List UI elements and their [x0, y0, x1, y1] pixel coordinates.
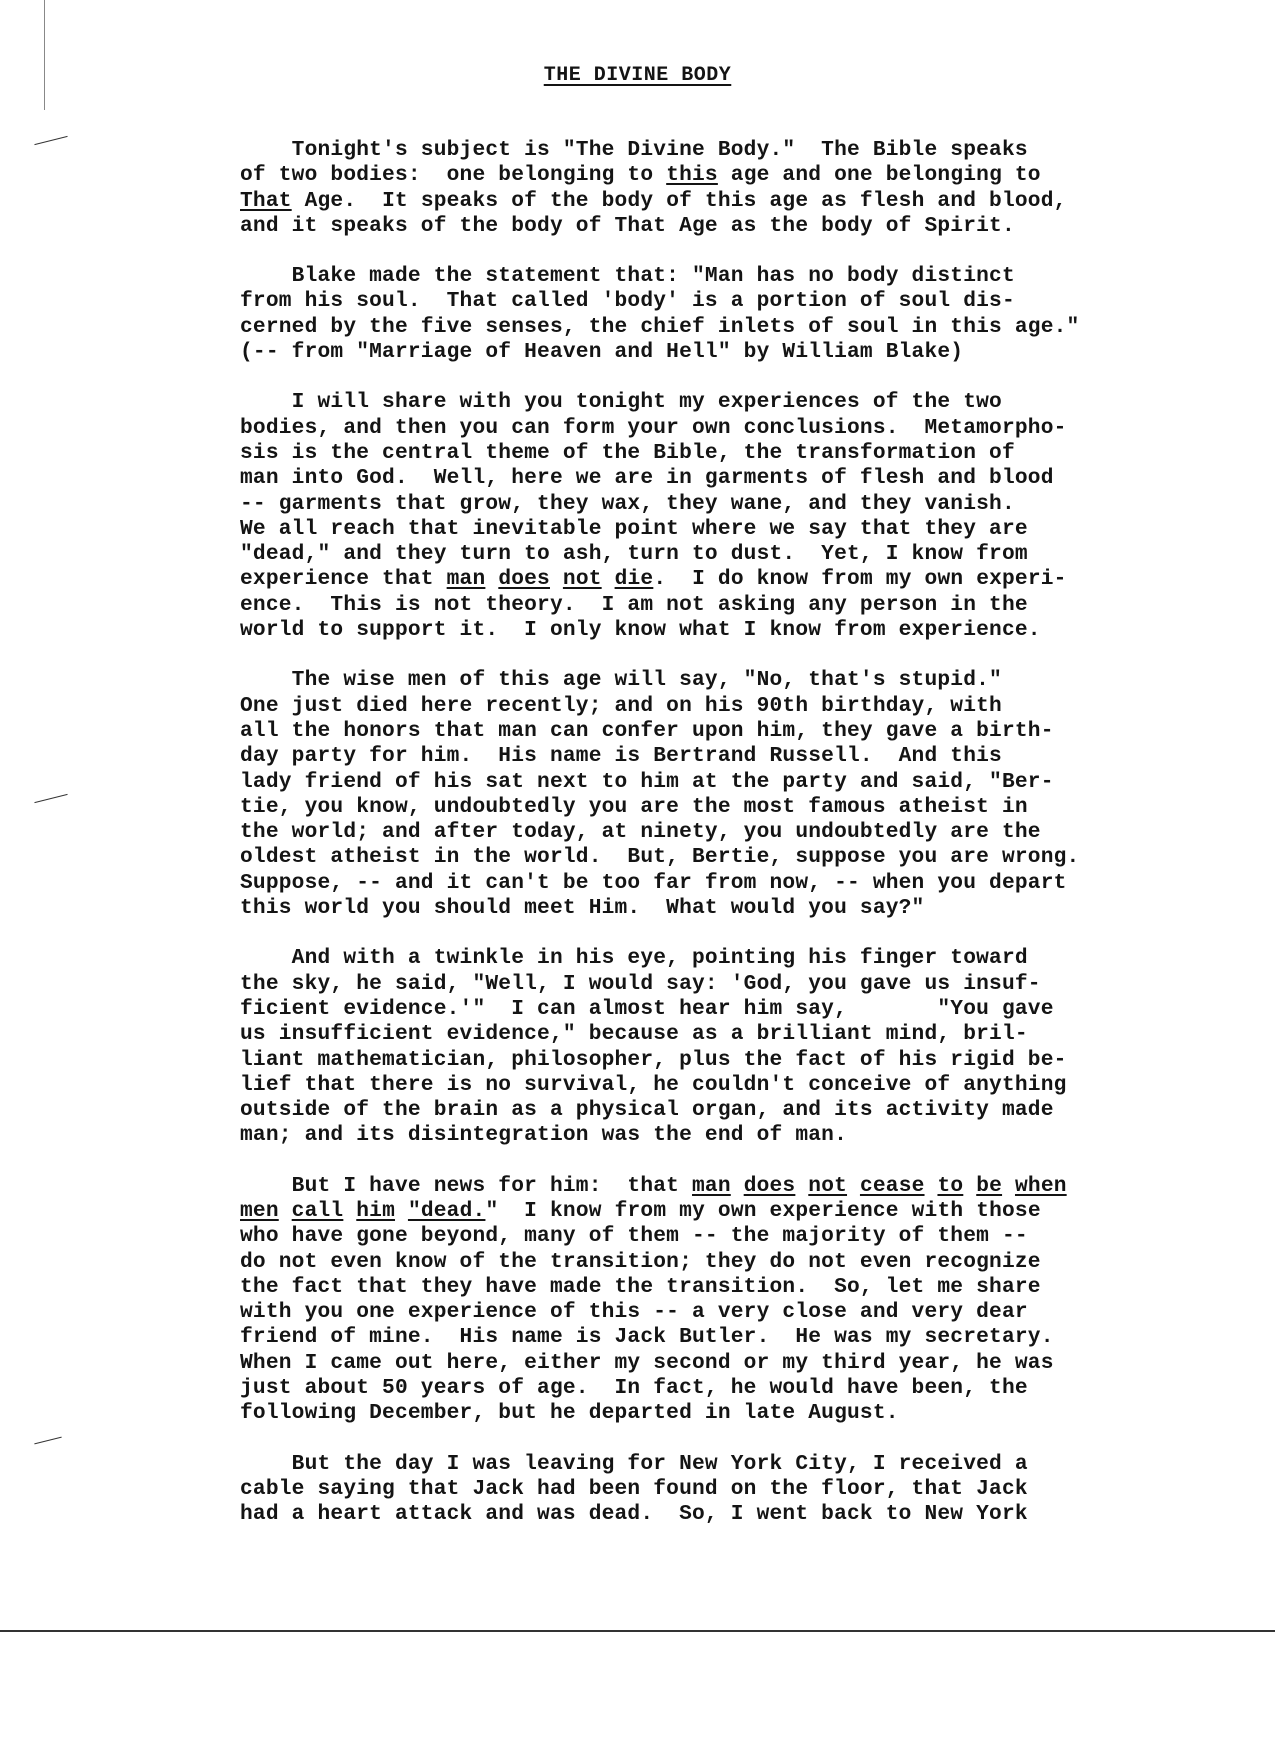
text-segment — [963, 1174, 976, 1198]
underlined-text: not — [808, 1173, 848, 1198]
text-line: We all reach that inevitable point where we say that they are — [240, 516, 1028, 541]
text-line: the world; and after today, at ninety, you undoubtedly are the — [240, 820, 1041, 845]
text-line: cerned by the five senses, the chief inlets of soul in this age." — [240, 314, 1080, 339]
underlined-text: not — [562, 567, 602, 592]
text-line: ence. This is not theory. I am not asking any person in the — [240, 592, 1028, 617]
text-segment — [795, 1174, 808, 1198]
underlined-text: does — [743, 1173, 796, 1198]
underlined-text: to — [937, 1173, 964, 1198]
text-line: And with a twinkle in his eye, pointing his finger toward — [240, 946, 1028, 971]
page-bottom-rule — [0, 1630, 1275, 1632]
margin-mark — [34, 1437, 61, 1445]
text-segment: " I know from my own experience with those — [485, 1198, 1041, 1223]
text-line — [240, 1199, 1220, 1224]
text-line — [240, 163, 1220, 188]
text-segment — [550, 567, 563, 591]
text-line: oldest atheist in the world. But, Bertie, suppose you are wrong. — [240, 845, 1080, 870]
text-line: I will share with you tonight my experiences of the two — [240, 390, 1002, 415]
text-line: Blake made the statement that: "Man has no body distinct — [240, 264, 1015, 289]
text-segment: Age. It speaks of the body of this age as flesh and blood, — [291, 188, 1067, 213]
text-line: and it speaks of the body of That Age as the body of Spirit. — [240, 213, 1015, 238]
text-line: When I came out here, either my second or my third year, he was — [240, 1350, 1054, 1375]
text-line: "dead," and they turn to ash, turn to dust. Yet, I know from — [240, 542, 1028, 567]
text-line — [240, 189, 1220, 214]
margin-mark — [34, 136, 67, 145]
text-line: friend of mine. His name is Jack Butler. He was my secretary. — [240, 1325, 1054, 1350]
text-segment — [1002, 1174, 1015, 1198]
text-segment — [847, 1174, 860, 1198]
text-line: lief that there is no survival, he couldn't conceive of anything — [240, 1072, 1067, 1097]
text-line: just about 50 years of age. In fact, he would have been, the — [240, 1376, 1028, 1401]
text-line: following December, but he departed in late August. — [240, 1401, 899, 1426]
text-line: had a heart attack and was dead. So, I went back to New York — [240, 1502, 1028, 1527]
text-line: who have gone beyond, many of them -- the majority of them -- — [240, 1224, 1028, 1249]
text-segment: experience that — [240, 567, 447, 592]
text-line: bodies, and then you can form your own conclusions. Metamorpho- — [240, 415, 1067, 440]
text-segment: age and one belonging to — [717, 163, 1041, 188]
text-line — [240, 567, 1220, 592]
text-line: man into God. Well, here we are in garments of flesh and blood — [240, 466, 1054, 491]
text-line: man; and its disintegration was the end of man. — [240, 1123, 847, 1148]
page-title: THE DIVINE BODY — [543, 64, 732, 87]
paragraph — [240, 138, 1220, 239]
text-segment — [485, 567, 498, 591]
paragraph — [240, 668, 1220, 921]
underlined-text: die — [614, 567, 654, 592]
text-line: with you one experience of this -- a very close and very dear — [240, 1300, 1028, 1325]
text-segment — [925, 1174, 938, 1198]
text-line: day party for him. His name is Bertrand Russell. And this — [240, 744, 1002, 769]
text-line: -- garments that grow, they wax, they wane, and they vanish. — [240, 491, 1015, 516]
text-line: (-- from "Marriage of Heaven and Hell" by William Blake) — [240, 340, 964, 365]
text-line: sis is the central theme of the Bible, the transformation of — [240, 440, 1015, 465]
text-segment: . I do know from my own experi- — [653, 567, 1067, 592]
paragraph — [240, 390, 1220, 643]
text-line: do not even know of the transition; they do not even recognize — [240, 1249, 1041, 1274]
text-line: Suppose, -- and it can't be too far from now, -- when you depart — [240, 870, 1067, 895]
text-line: all the honors that man can confer upon him, they gave a birth- — [240, 718, 1054, 743]
text-line: outside of the brain as a physical organ, and its activity made — [240, 1098, 1054, 1123]
underlined-text: does — [498, 567, 550, 592]
text-line: the fact that they have made the transition. So, let me share — [240, 1274, 1041, 1299]
text-line: the sky, he said, "Well, I would say: 'God, you gave us insuf- — [240, 971, 1041, 996]
underlined-text: man — [446, 567, 486, 592]
text-line: Tonight's subject is "The Divine Body." The Bible speaks — [240, 138, 1028, 162]
text-line: this world you should meet Him. What would you say?" — [240, 896, 925, 921]
text-line: The wise men of this age will say, "No, that's stupid." — [240, 668, 1002, 693]
text-segment — [343, 1199, 356, 1223]
text-line: ficient evidence.'" I can almost hear him say, "You gave — [240, 996, 1054, 1021]
underlined-text: "dead. — [407, 1198, 486, 1223]
text-line: tie, you know, undoubtedly you are the most famous atheist in — [240, 794, 1028, 819]
text-line: One just died here recently; and on his 90th birthday, with — [240, 693, 1002, 718]
text-line: But the day I was leaving for New York City, I received a — [240, 1451, 1028, 1476]
text-segment — [395, 1199, 408, 1223]
underlined-text: him — [356, 1198, 396, 1223]
underlined-text: cease — [859, 1173, 925, 1198]
paragraph — [240, 946, 1220, 1148]
margin-mark — [34, 794, 67, 803]
text-line: us insufficient evidence," because as a brilliant mind, bril- — [240, 1022, 1028, 1047]
underlined-text: this — [666, 163, 718, 188]
text-line: from his soul. That called 'body' is a portion of soul dis- — [240, 289, 1015, 314]
text-segment — [602, 567, 615, 591]
paragraph — [240, 1452, 1220, 1528]
underlined-text: when — [1014, 1173, 1067, 1198]
text-line: world to support it. I only know what I know from experience. — [240, 618, 1041, 643]
paragraph — [240, 1174, 1220, 1427]
underlined-text: men — [240, 1198, 279, 1223]
text-segment: of two bodies: one belonging to — [240, 163, 667, 188]
text-line: lady friend of his sat next to him at the party and said, "Ber- — [240, 769, 1054, 794]
text-segment — [279, 1199, 292, 1223]
underlined-text: be — [976, 1173, 1003, 1198]
paragraph — [240, 264, 1220, 365]
underlined-text: call — [291, 1198, 344, 1223]
underlined-text: man — [692, 1173, 731, 1198]
left-margin-line — [44, 0, 45, 110]
text-segment — [731, 1174, 744, 1198]
underlined-text: That — [240, 188, 292, 213]
text-line: liant mathematician, philosopher, plus the fact of his rigid be- — [240, 1047, 1067, 1072]
text-segment: But I have news for him: that — [240, 1173, 693, 1198]
text-line: cable saying that Jack had been found on the floor, that Jack — [240, 1476, 1028, 1501]
document-body — [240, 138, 1220, 1528]
text-line — [240, 1174, 1220, 1199]
